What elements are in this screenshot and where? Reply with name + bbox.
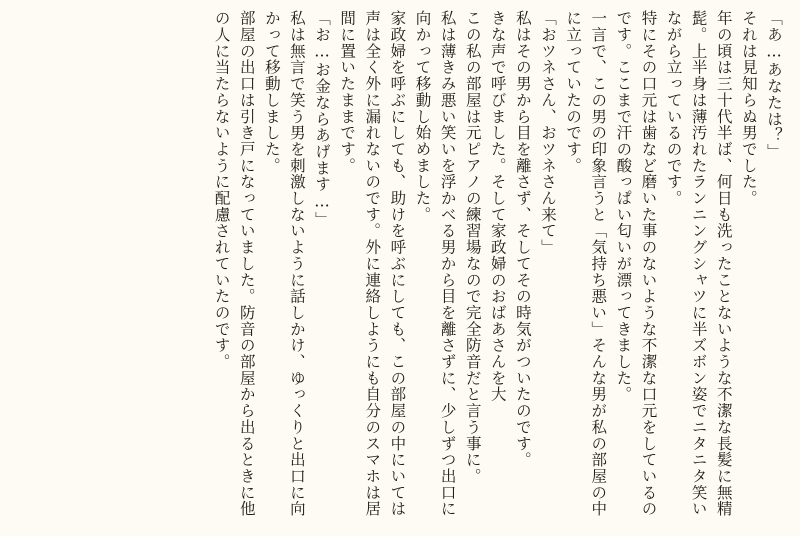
paragraph: 「あ…あなたは？」 — [765, 10, 783, 160]
paragraph: この私の部屋は元ピアノの練習場なので完全防音だと言う事に。 — [463, 10, 482, 485]
vertical-text-body — [10, 10, 786, 526]
paragraph: きな声で呼びました。そして家政婦のおばあさんを大 — [488, 10, 507, 403]
paragraph: 私はその男から目を離さず、そしてその時気がついたのです。 — [513, 10, 532, 468]
paragraph: 特にその口元は歯など磨いた事のないような不潔な口元をしているのです。ここまで汗の酸っぱい匂いが漂ってきました。 — [614, 10, 658, 517]
paragraph: 「おツネさん、おツネさん来て」 — [539, 10, 558, 256]
paragraph: 「お…お金ならあげます…」 — [313, 10, 332, 228]
paragraph: 年の頃は三十代半ば、何日も洗ったことないような不潔な長髪に無精髭。上半身は薄汚れたランニングシャツに半ズボン姿でニタニタ笑いながら立っているのです。 — [664, 10, 733, 517]
paragraph: 一言で、この男の印象言うと「気持ち悪い」そんな男が私の部屋の中に立っていたのです。 — [564, 10, 608, 517]
paragraph: 部屋の出口は引き戸になっていました。防音の部屋から出るときに他の人に当たらないように配慮されていたのです。 — [212, 10, 256, 517]
paragraph: それは見知らぬ男でした。 — [739, 10, 758, 207]
paragraph: 家政婦を呼ぶにしても、助けを呼ぶにしても、この部屋の中にいては声は全く外に漏れないのです。外に連絡しようにも自分のスマホは居間に置いたままです。 — [338, 10, 407, 517]
paragraph: 私は薄きみ悪い笑いを浮かべる男から目を離さずに、少しずつ出口に向かって移動し始めました。 — [413, 10, 457, 517]
paragraph: 私は無言で笑う男を刺激しないように話しかけ、ゆっくりと出口に向かって移動しました。 — [262, 10, 306, 517]
